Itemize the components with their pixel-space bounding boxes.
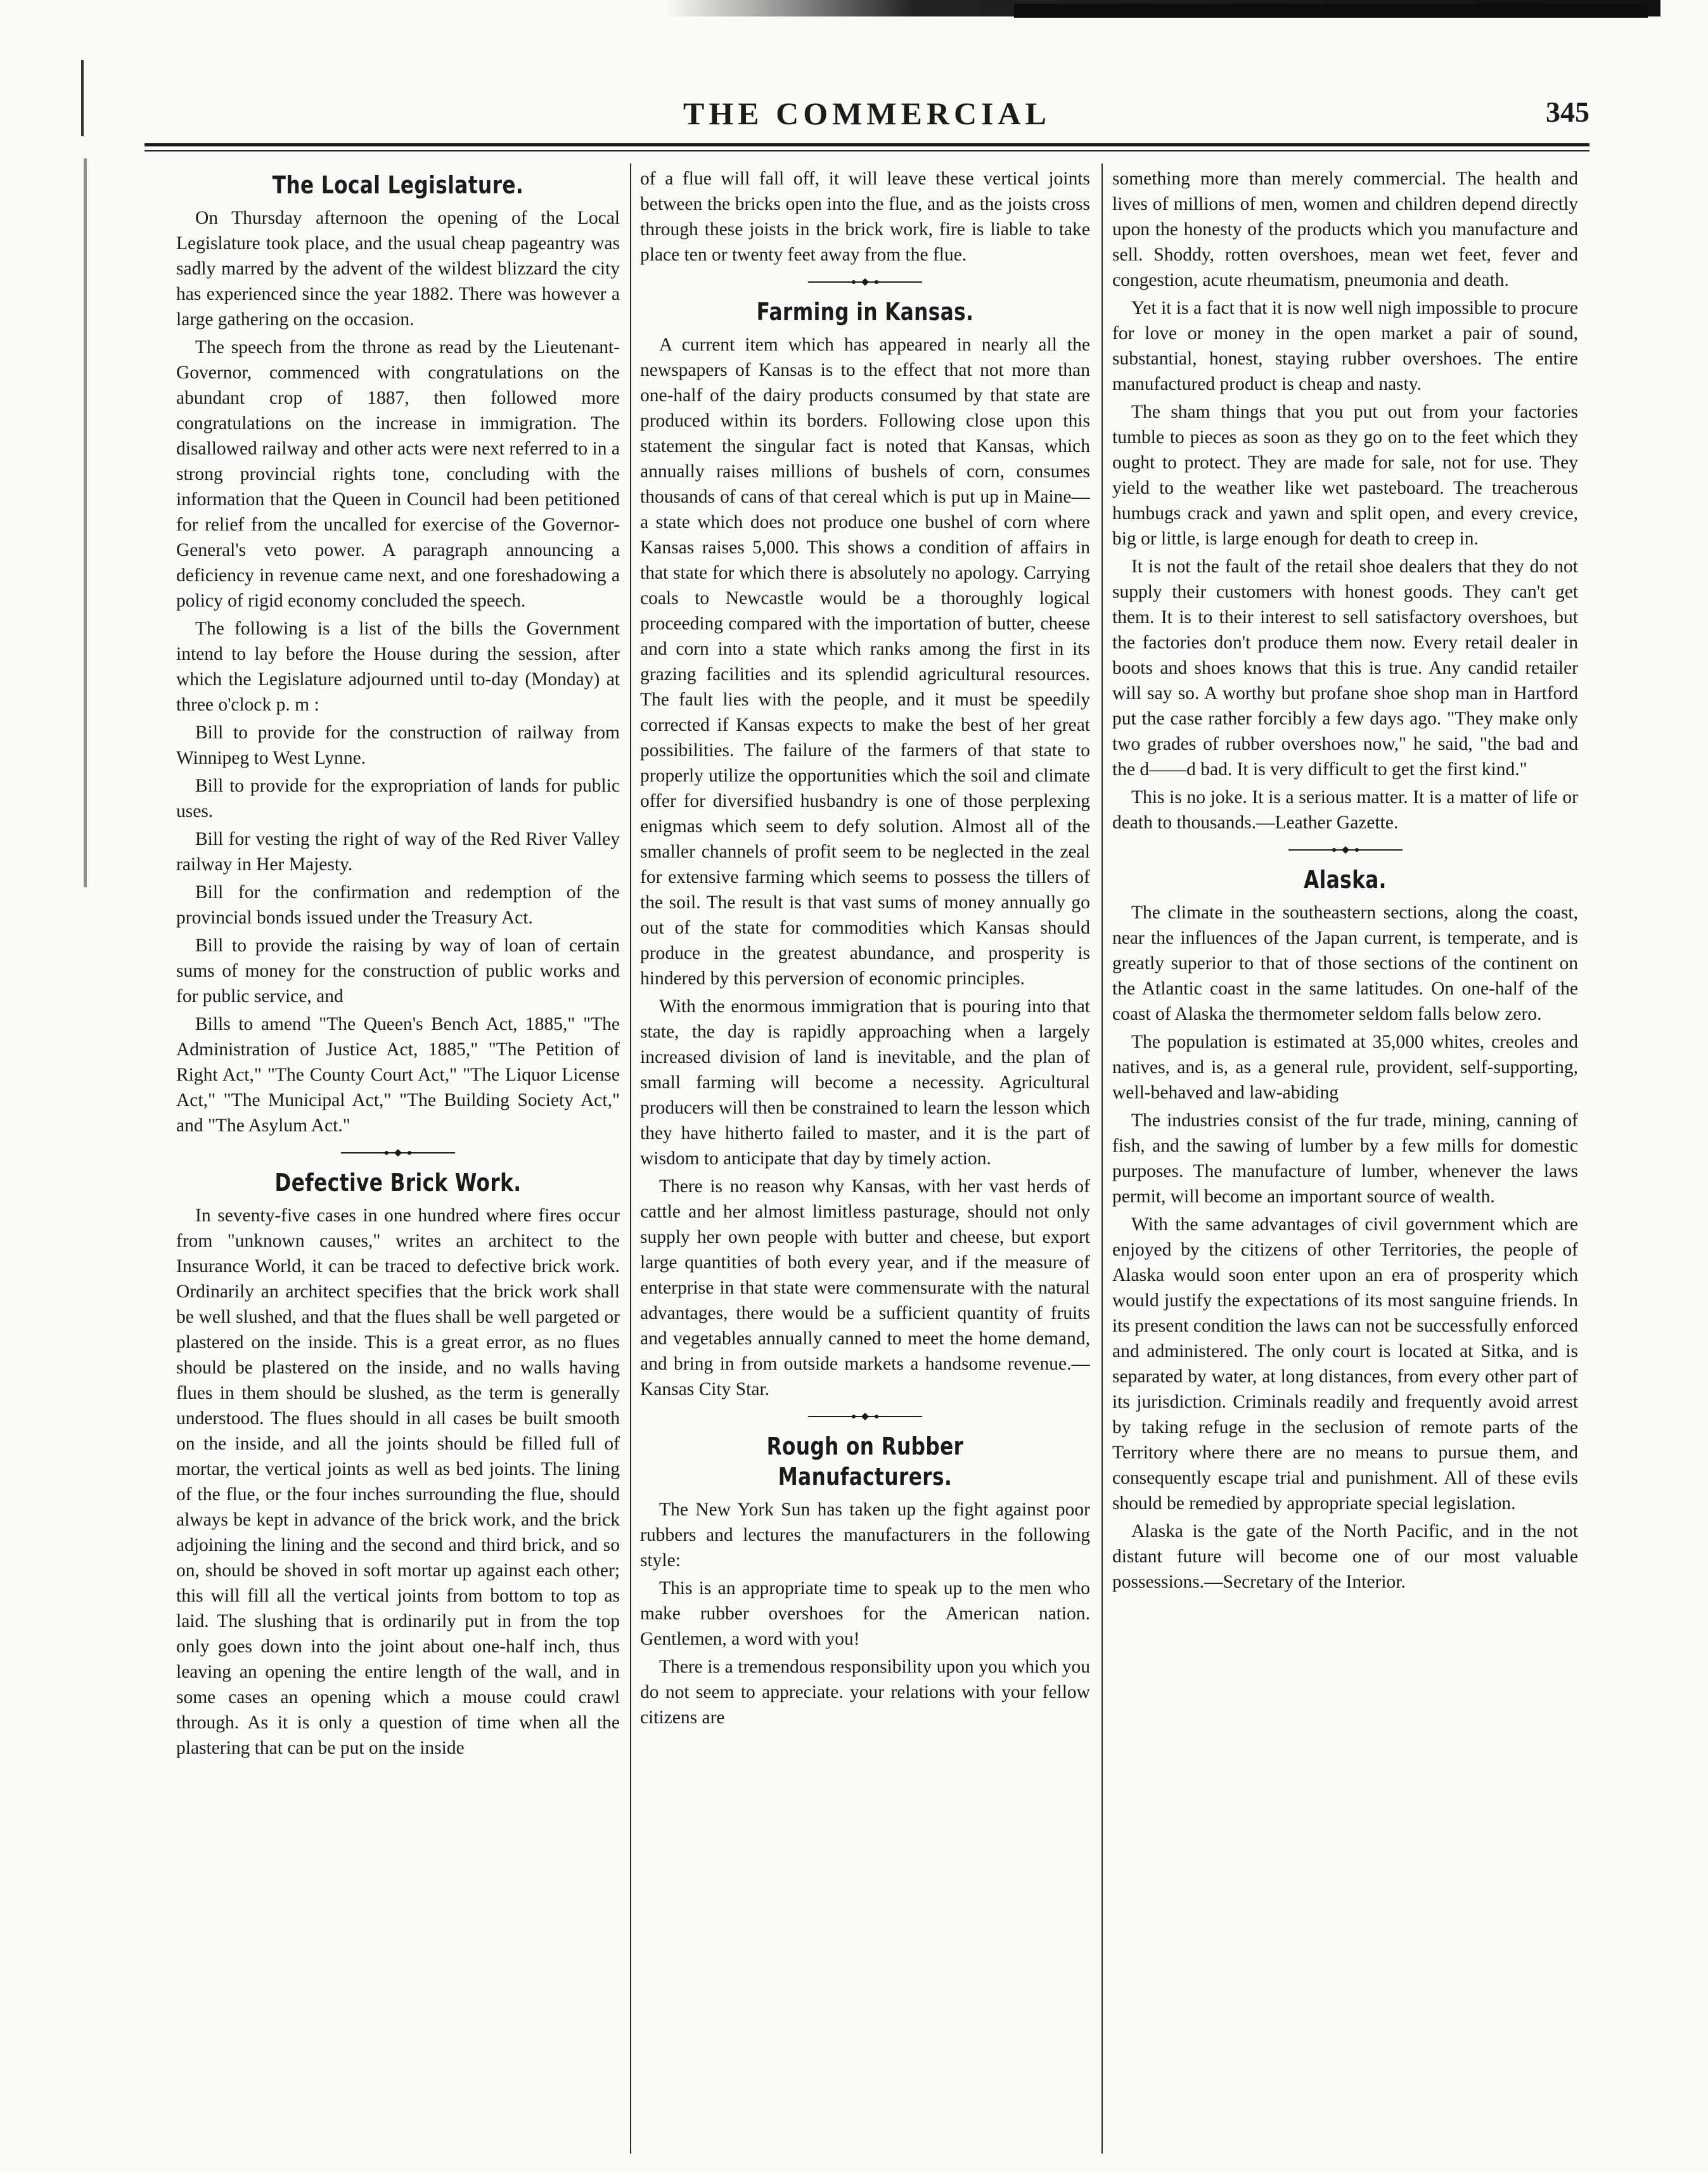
page-number: 345: [1546, 96, 1589, 128]
paragraph: In seventy-five cases in one hundred where fires occur from "unknown causes," writes an architect to the Insurance World, it can be traced to defective brick work. Ordinarily an architect specifies that the brick work shall be well slushed, and that the flues shall be well pargeted or plastered on the inside. This is a great error, as no flues should be plastered on the inside, and no walls having flues in them should be slushed, as the term is generally understood. The flues should in all cases be built smooth on the inside, and all the joints should be filled full of mortar, the vertical joints as well as bed joints. The lining of the flue, or the four inches surrounding the flue, should always be kept in advance of the brick work, and the brick adjoining the lining and the second and third brick, and so on, should be shoved in soft mortar up against each other; this will fill all the vertical joints from bottom to top as laid. The slushing that is ordinarily put in from the top only goes down into the joint about one-half inch, thus leaving an opening the entire length of the wall, and in some cases an opening which a mouse could crawl through. As it is only a question of time when all the plastering that can be put on the inside: [176, 1205, 620, 1758]
header-rule-thick: [144, 143, 1589, 146]
masthead: THE COMMERCIAL: [683, 96, 1051, 131]
paragraph: The following is a list of the bills the Government intend to lay before the House during the session, after which the Legislature adjourned until to-day (Monday) at three o'clock p. m :: [176, 619, 620, 715]
paragraph: Yet it is a fact that it is now well nigh impossible to procure for love or money in the open market a pair of sound, substantial, honest, staying rubber overshoes. The entire manufactured product is cheap and nasty.: [1112, 298, 1578, 394]
column-1: [176, 166, 620, 2150]
bill-item: Bills to amend "The Queen's Bench Act, 1885," "The Administration of Justice Act, 1885," "The Petition of Right Act," "The County Court Act," "The Liquor License Act," "The Municipal Act," "The Building Society Act," and "The Asylum Act.": [176, 1014, 620, 1136]
paragraph: With the enormous immigration that is pouring into that state, the day is rapidly approaching when a largely increased division of land is inevitable, and the plan of small farming will become a necessity. Agricultural producers will then be constrained to learn the lesson which they have hitherto failed to master, and it is the part of wisdom to anticipate that day by timely action.: [640, 996, 1090, 1169]
header-rule-thin: [144, 150, 1589, 151]
article-title-rubber-manufacturers: Rough on Rubber Manufacturers.: [766, 1432, 964, 1491]
bill-item: Bill to provide for the construction of railway from Winnipeg to West Lynne.: [176, 723, 620, 768]
paragraph: The speech from the throne as read by the Lieutenant-Governor, commenced with congratulations on the abundant crop of 1887, then followed more congratulations on the increase in immigration. The disallowed railway and other acts were next referred to in a strong provincial rights tone, concluding with the information that the Queen in Council had been petitioned for relief from the uncalled for exercise of the Governor-General's veto power. A paragraph announcing a deficiency in revenue came next, and one foreshadowing a policy of rigid economy concluded the speech.: [176, 337, 620, 611]
bill-item: Bill to provide the raising by way of loan of certain sums of money for the construction of public works and for public service, and: [176, 935, 620, 1006]
paragraph: There is no reason why Kansas, with her vast herds of cattle and her almost limitless pasturage, should not only supply her own people with butter and cheese, but export large quantities of both every year, and if the measure of enterprise in that state were commensurate with the natural advantages, there would be a sufficient quantity of fruits and vegetables annually canned to meet the home demand, and bring in from outside markets a handsome revenue.—Kansas City Star.: [640, 1176, 1090, 1399]
paragraph: There is a tremendous responsibility upon you which you do not seem to appreciate. your relations with your fellow citizens are: [640, 1657, 1090, 1728]
column-3: [1112, 166, 1578, 2150]
paragraph: The population is estimated at 35,000 whites, creoles and natives, and is, as a general rule, provident, self-supporting, well-behaved and law-abiding: [1112, 1032, 1578, 1103]
article-title-brick-work: Defective Brick Work.: [274, 1169, 522, 1197]
bill-item: Bill for the confirmation and redemption of the provincial bonds issued under the Treasury Act.: [176, 882, 620, 928]
section-divider-ornament: [808, 1412, 922, 1421]
article-title-alaska: Alaska.: [1304, 866, 1387, 894]
page-header: [144, 95, 1589, 133]
scan-mark-left: [81, 60, 84, 136]
bill-item: Bill to provide for the expropriation of lands for public uses.: [176, 776, 620, 821]
section-divider-ornament: [808, 278, 922, 286]
paragraph: It is not the fault of the retail shoe dealers that they do not supply their customers with honest goods. They can't get them. It is to their interest to sell satisfactory overshoes, but the factories don't produce them now. Every retail dealer in boots and shoes knows that this is true. Any candid retailer will say so. A worthy but profane shoe shop man in Hartford put the case rather forcibly a few days ago. "They make only two grades of rubber overshoes now," he said, "the bad and the d——d bad. It is very difficult to get the first kind.": [1112, 556, 1578, 780]
paragraph: On Thursday afternoon the opening of the Local Legislature took place, and the usual cheap pageantry was sadly marred by the advent of the wildest blizzard the city has experienced since the year 1882. There was however a large gathering on the occasion.: [176, 208, 620, 330]
column-divider-1: [630, 164, 631, 2154]
paragraph: The climate in the southeastern sections, along the coast, near the influences of the Japan current, is temperate, and is greatly superior to that of those sections of the continent on the Atlantic coast in the same latitudes. On one-half of the coast of Alaska the thermometer seldom falls below zero.: [1112, 903, 1578, 1024]
bill-item: Bill for vesting the right of way of the Red River Valley railway in Her Majesty.: [176, 829, 620, 875]
section-divider-ornament: [341, 1148, 455, 1157]
column-2: [640, 166, 1090, 2150]
paragraph: The sham things that you put out from your factories tumble to pieces as soon as they go on to the feet which they ought to protect. They are made for sale, not for use. They yield to the weather like wet pasteboard. The treacherous humbugs crack and yawn and split open, and every crevice, big or little, is large enough for death to creep in.: [1112, 402, 1578, 549]
section-divider-ornament: [1288, 845, 1403, 854]
paragraph: The New York Sun has taken up the fight against poor rubbers and lectures the manufacturers in the following style:: [640, 1500, 1090, 1571]
paragraph: Alaska is the gate of the North Pacific, and in the not distant future will become one of our most valuable possessions.—Secretary of the Interior.: [1112, 1521, 1578, 1592]
paragraph: This is no joke. It is a serious matter. It is a matter of life or death to thousands.—Leather Gazette.: [1112, 787, 1578, 833]
scan-mark-left-lower: [84, 158, 87, 887]
article-title-local-legislature: The Local Legislature.: [272, 171, 524, 199]
scan-edge-bar-dark: [1014, 4, 1648, 18]
paragraph-continued: of a flue will fall off, it will leave these vertical joints between the bricks open into the flue, and as the joists cross through these joists in the brick work, fire is liable to take place ten or twenty feet away from the flue.: [640, 169, 1090, 265]
column-divider-2: [1101, 164, 1103, 2154]
paragraph: The industries consist of the fur trade, mining, canning of fish, and the sawing of lumber by a few mills for domestic purposes. The manufacture of lumber, whenever the laws permit, will become an important source of wealth.: [1112, 1110, 1578, 1207]
paragraph: With the same advantages of civil government which are enjoyed by the citizens of other Territories, the people of Alaska would soon enter upon an era of prosperity which would justify the expectations of its most sanguine friends. In its present condition the laws can not be successfully enforced and administered. The only court is located at Sitka, and is separated by water, at long distances, from every other part of its jurisdiction. Criminals readily and frequently avoid arrest by taking refuge in the seclusion of remote parts of the Territory where there are no means to pursue them, and consequently escape trial and punishment. All of these evils should be remedied by appropriate special legislation.: [1112, 1214, 1578, 1513]
article-title-farming-kansas: Farming in Kansas.: [756, 298, 974, 326]
paragraph: A current item which has appeared in nearly all the newspapers of Kansas is to the effect that not more than one-half of the dairy products consumed by that state are produced within its borders. Following close upon this statement the singular fact is noted that Kansas, which annually raises millions of bushels of corn, consumes thousands of cans of that cereal which is put up in Maine—a state which does not produce one bushel of corn where Kansas raises 5,000. This shows a condition of affairs in that state for which there is absolutely no apology. Carrying coals to Newcastle would be a thoroughly logical proceeding compared with the importation of butter, cheese and corn into a state which ranks among the first in its grazing facilities and its splendid agricultural resources. The fault lies with the people, and it must be speedily corrected if Kansas expects to make the best of her great possibilities. The failure of the farmers of that state to properly utilize the opportunities which the soil and climate offer for diversified husbandry is one of those perplexing enigmas which seem to defy solution. Almost all of the smaller channels of profit seem to be neglected in the zeal for extensive farming which seems to possess the tillers of the soil. The result is that vast sums of money annually go out of the state for commodities which Kansas should produce in the greatest abundance, and prosperity is hindered by this perversion of economic principles.: [640, 335, 1090, 989]
paragraph-continued: something more than merely commercial. The health and lives of millions of men, women and children depend directly upon the honesty of the products which you manufacture and sell. Shoddy, rotten overshoes, mean wet feet, fever and congestion, acute rheumatism, pneumonia and death.: [1112, 169, 1578, 290]
paragraph: This is an appropriate time to speak up to the men who make rubber overshoes for the American nation. Gentlemen, a word with you!: [640, 1578, 1090, 1649]
